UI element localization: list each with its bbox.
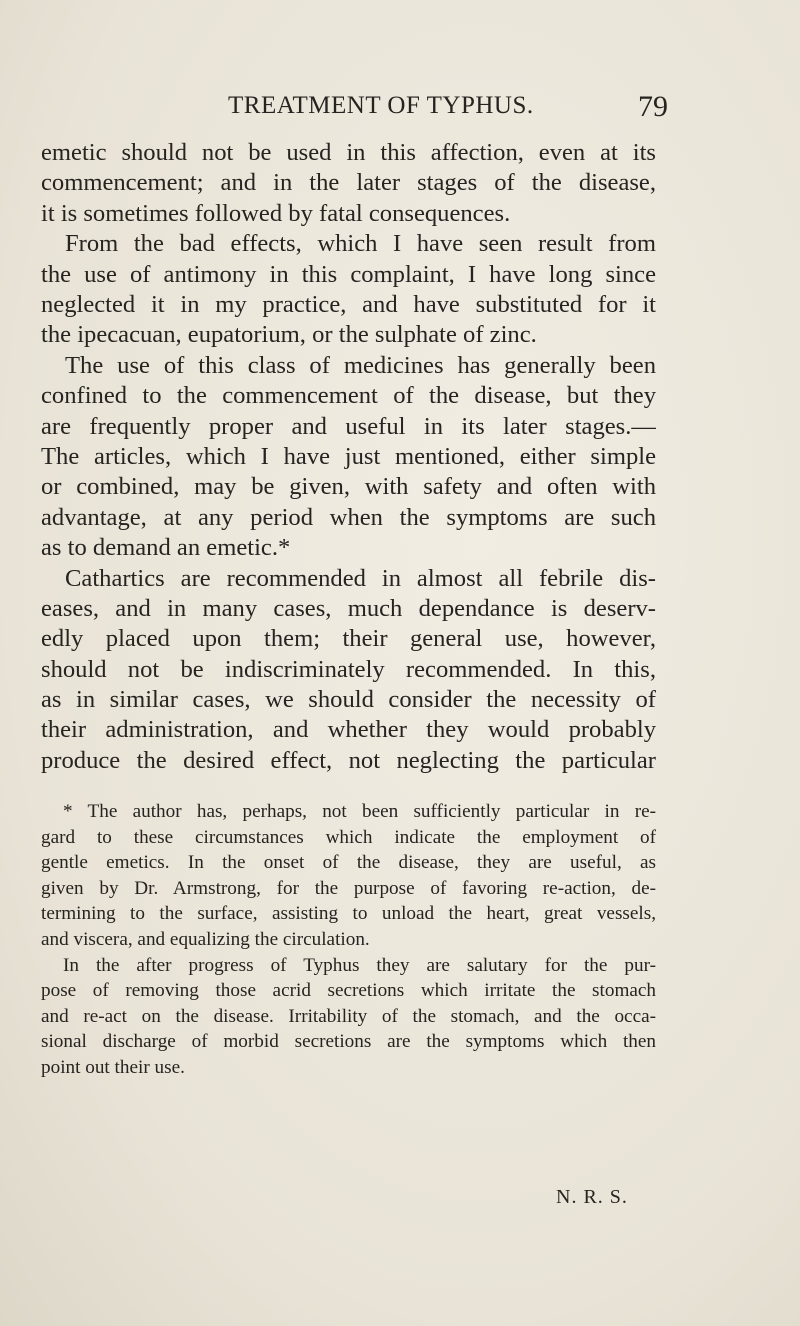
body-line: eases, and in many cases, much dependance is deserv- bbox=[41, 594, 656, 622]
running-head: TREATMENT OF TYPHUS. bbox=[228, 92, 534, 119]
footnote-line: pose of removing those acrid secretions which irritate the stomach bbox=[41, 980, 656, 1002]
body-line: their administration, and whether they would probably bbox=[41, 716, 656, 744]
body-line: are frequently proper and useful in its later stages.— bbox=[41, 412, 656, 440]
page-number: 79 bbox=[638, 90, 668, 123]
footnote-signature: N. R. S. bbox=[556, 1186, 628, 1208]
footnote-line: In the after progress of Typhus they are salutary for the pur- bbox=[63, 954, 656, 976]
footnote-line: gard to these circumstances which indicate the employment of bbox=[41, 826, 656, 848]
body-line: From the bad effects, which I have seen result from bbox=[65, 230, 656, 258]
footnote-line: gentle emetics. In the onset of the disease, they are useful, as bbox=[41, 852, 656, 874]
body-line: or combined, may be given, with safety and often with bbox=[41, 473, 656, 501]
body-line: the use of antimony in this complaint, I have long since bbox=[41, 260, 656, 288]
body-line: The use of this class of medicines has generally been bbox=[65, 351, 656, 379]
body-line: advantage, at any period when the symptoms are such bbox=[41, 503, 656, 531]
footnote bbox=[41, 799, 656, 1081]
body-line: confined to the commencement of the disease, but they bbox=[41, 382, 656, 410]
body-line: edly placed upon them; their general use, however, bbox=[41, 625, 656, 653]
body-line: Cathartics are recommended in almost all febrile dis- bbox=[65, 564, 656, 592]
body-line: as in similar cases, we should consider the necessity of bbox=[41, 686, 656, 714]
body-line: The articles, which I have just mentioned, either simple bbox=[41, 442, 656, 470]
footnote-line: termining to the surface, assisting to unload the heart, great vessels, bbox=[41, 903, 656, 925]
body-line: emetic should not be used in this affection, even at its bbox=[41, 139, 656, 166]
footnote-line: given by Dr. Armstrong, for the purpose of favoring re-action, de- bbox=[41, 877, 656, 899]
body-line: produce the desired effect, not neglecting the particular bbox=[41, 746, 656, 774]
footnote-line: and viscera, and equalizing the circulation. bbox=[41, 928, 370, 950]
footnote-line: sional discharge of morbid secretions are the symptoms which then bbox=[41, 1031, 656, 1053]
body-line: as to demand an emetic.* bbox=[41, 534, 291, 562]
body-line: the ipecacuan, eupatorium, or the sulphate of zinc. bbox=[41, 321, 537, 349]
body-line: commencement; and in the later stages of the disease, bbox=[41, 169, 656, 197]
footnote-line: * The author has, perhaps, not been sufficiently particular in re- bbox=[63, 801, 656, 822]
page-header bbox=[228, 92, 668, 126]
body-line: it is sometimes followed by fatal consequences. bbox=[41, 199, 511, 227]
footnote-line: and re-act on the disease. Irritability of the stomach, and the occa- bbox=[41, 1005, 656, 1027]
main-text bbox=[41, 138, 656, 776]
body-line: neglected it in my practice, and have substituted for it bbox=[41, 290, 656, 318]
footnote-line: point out their use. bbox=[41, 1056, 185, 1078]
body-line: should not be indiscriminately recommended. In this, bbox=[41, 655, 656, 683]
